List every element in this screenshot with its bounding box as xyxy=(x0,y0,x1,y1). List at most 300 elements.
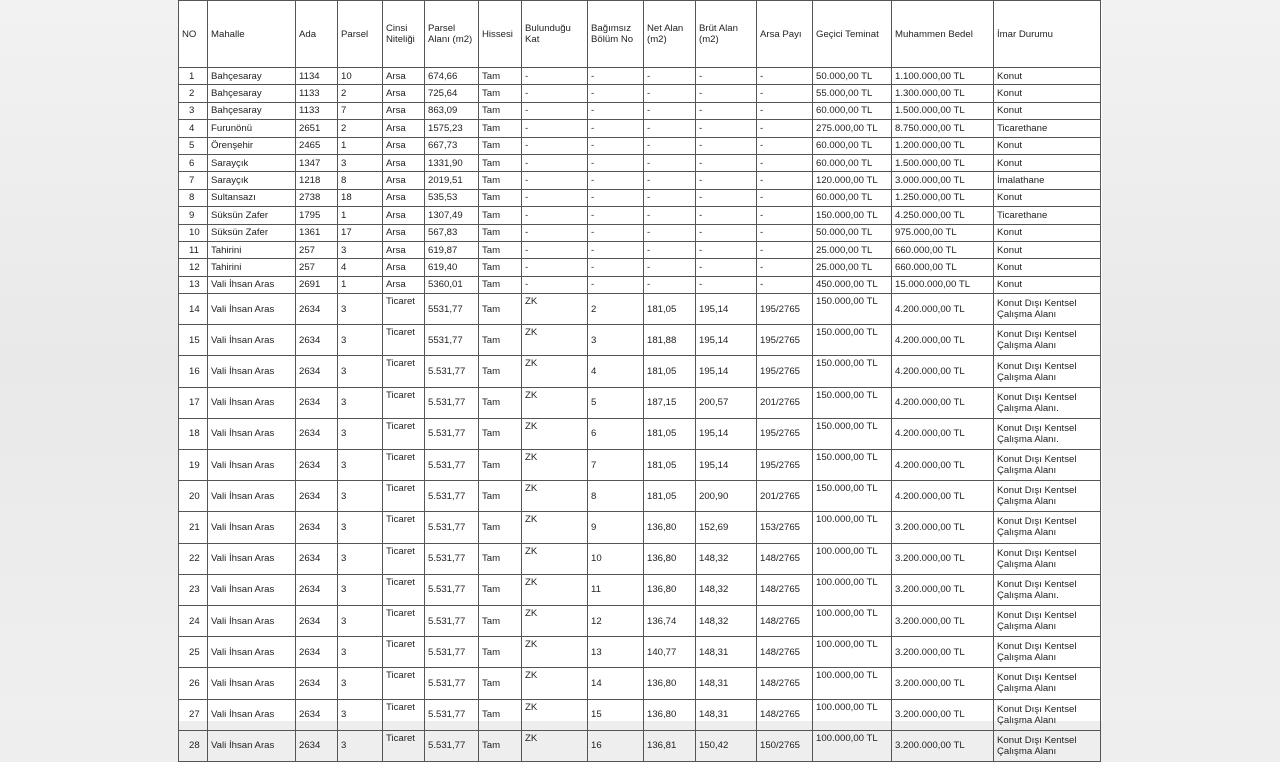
cell-kat: - xyxy=(522,241,588,258)
cell-no: 2 xyxy=(179,85,208,102)
blurred-background-left xyxy=(0,0,178,721)
cell-no: 18 xyxy=(179,418,208,449)
cell-kat: ZK xyxy=(522,699,588,730)
cell-no: 4 xyxy=(179,120,208,137)
cell-bolum-no: - xyxy=(588,137,644,154)
cell-kat: ZK xyxy=(522,543,588,574)
cell-mahalle: Vali İhsan Aras xyxy=(208,699,296,730)
cell-mahalle: Vali İhsan Aras xyxy=(208,730,296,761)
cell-kat: ZK xyxy=(522,418,588,449)
cell-arsa-payi: 195/2765 xyxy=(757,356,813,387)
cell-no: 28 xyxy=(179,730,208,761)
cell-net-alan: 136,80 xyxy=(644,699,696,730)
cell-bedel: 4.250.000,00 TL xyxy=(892,207,994,224)
cell-bedel: 4.200.000,00 TL xyxy=(892,387,994,418)
cell-kat: ZK xyxy=(522,668,588,699)
cell-bolum-no: - xyxy=(588,224,644,241)
cell-ada: 2634 xyxy=(296,512,338,543)
cell-ada: 2634 xyxy=(296,387,338,418)
table-row xyxy=(179,294,1101,325)
cell-mahalle: Vali İhsan Aras xyxy=(208,637,296,668)
cell-net-alan: 136,80 xyxy=(644,543,696,574)
cell-teminat: 100.000,00 TL xyxy=(813,543,892,574)
cell-parsel-alani: 619,40 xyxy=(425,259,479,276)
cell-brut-alan: 148,32 xyxy=(696,605,757,636)
cell-imar: Konut xyxy=(994,276,1101,293)
table-row xyxy=(179,241,1101,258)
cell-ada: 1133 xyxy=(296,102,338,119)
cell-brut-alan: 200,90 xyxy=(696,481,757,512)
cell-parsel: 3 xyxy=(338,637,383,668)
cell-net-alan: 181,05 xyxy=(644,356,696,387)
header-bagimsiz-bolum-no: Bağımsız Bölüm No xyxy=(588,1,644,68)
cell-parsel-alani: 619,87 xyxy=(425,241,479,258)
cell-teminat: 50.000,00 TL xyxy=(813,68,892,85)
cell-ada: 2634 xyxy=(296,574,338,605)
cell-cinsi: Ticaret xyxy=(383,356,425,387)
cell-brut-alan: - xyxy=(696,207,757,224)
cell-arsa-payi: - xyxy=(757,102,813,119)
cell-hissesi: Tam xyxy=(479,387,522,418)
cell-parsel-alani: 535,53 xyxy=(425,189,479,206)
cell-no: 7 xyxy=(179,172,208,189)
cell-brut-alan: - xyxy=(696,137,757,154)
cell-brut-alan: - xyxy=(696,189,757,206)
cell-no: 14 xyxy=(179,294,208,325)
cell-hissesi: Tam xyxy=(479,102,522,119)
cell-imar: Konut xyxy=(994,189,1101,206)
cell-no: 12 xyxy=(179,259,208,276)
cell-ada: 2465 xyxy=(296,137,338,154)
cell-bolum-no: - xyxy=(588,172,644,189)
cell-imar: Konut Dışı Kentsel Çalışma Alanı xyxy=(994,450,1101,481)
cell-ada: 257 xyxy=(296,259,338,276)
cell-no: 8 xyxy=(179,189,208,206)
cell-bolum-no: - xyxy=(588,102,644,119)
cell-parsel: 3 xyxy=(338,543,383,574)
cell-imar: Konut Dışı Kentsel Çalışma Alanı xyxy=(994,730,1101,761)
cell-teminat: 100.000,00 TL xyxy=(813,730,892,761)
cell-teminat: 150.000,00 TL xyxy=(813,294,892,325)
cell-ada: 2634 xyxy=(296,668,338,699)
cell-imar: Konut xyxy=(994,68,1101,85)
cell-arsa-payi: 195/2765 xyxy=(757,450,813,481)
table-row xyxy=(179,512,1101,543)
cell-no: 27 xyxy=(179,699,208,730)
cell-arsa-payi: - xyxy=(757,189,813,206)
cell-imar: Konut Dışı Kentsel Çalışma Alanı xyxy=(994,294,1101,325)
cell-brut-alan: - xyxy=(696,85,757,102)
cell-no: 22 xyxy=(179,543,208,574)
cell-no: 15 xyxy=(179,325,208,356)
cell-teminat: 150.000,00 TL xyxy=(813,450,892,481)
table-row xyxy=(179,68,1101,85)
cell-teminat: 100.000,00 TL xyxy=(813,512,892,543)
table-row xyxy=(179,668,1101,699)
cell-kat: ZK xyxy=(522,450,588,481)
cell-no: 16 xyxy=(179,356,208,387)
cell-no: 25 xyxy=(179,637,208,668)
table-row xyxy=(179,730,1101,761)
cell-hissesi: Tam xyxy=(479,450,522,481)
cell-brut-alan: - xyxy=(696,68,757,85)
cell-parsel: 3 xyxy=(338,481,383,512)
table-row xyxy=(179,637,1101,668)
cell-arsa-payi: 195/2765 xyxy=(757,325,813,356)
cell-ada: 257 xyxy=(296,241,338,258)
cell-mahalle: Vali İhsan Aras xyxy=(208,574,296,605)
table-row xyxy=(179,699,1101,730)
cell-parsel: 3 xyxy=(338,668,383,699)
cell-no: 19 xyxy=(179,450,208,481)
cell-arsa-payi: 148/2765 xyxy=(757,543,813,574)
cell-bedel: 4.200.000,00 TL xyxy=(892,325,994,356)
cell-arsa-payi: 148/2765 xyxy=(757,637,813,668)
cell-net-alan: 181,88 xyxy=(644,325,696,356)
cell-parsel-alani: 674,66 xyxy=(425,68,479,85)
cell-net-alan: - xyxy=(644,102,696,119)
cell-cinsi: Arsa xyxy=(383,189,425,206)
cell-imar: Konut Dışı Kentsel Çalışma Alanı xyxy=(994,637,1101,668)
cell-parsel: 2 xyxy=(338,120,383,137)
cell-bolum-no: 15 xyxy=(588,699,644,730)
cell-mahalle: Sarayçık xyxy=(208,172,296,189)
cell-kat: ZK xyxy=(522,512,588,543)
cell-imar: Konut xyxy=(994,224,1101,241)
cell-bedel: 8.750.000,00 TL xyxy=(892,120,994,137)
cell-parsel: 3 xyxy=(338,325,383,356)
cell-bolum-no: - xyxy=(588,120,644,137)
cell-bolum-no: - xyxy=(588,85,644,102)
cell-cinsi: Ticaret xyxy=(383,294,425,325)
cell-bolum-no: 16 xyxy=(588,730,644,761)
cell-net-alan: 136,80 xyxy=(644,512,696,543)
cell-mahalle: Sarayçık xyxy=(208,154,296,171)
header-imar-durumu: İmar Durumu xyxy=(994,1,1101,68)
cell-arsa-payi: - xyxy=(757,259,813,276)
cell-bedel: 1.500.000,00 TL xyxy=(892,154,994,171)
cell-parsel: 3 xyxy=(338,574,383,605)
cell-no: 21 xyxy=(179,512,208,543)
cell-bolum-no: 6 xyxy=(588,418,644,449)
cell-bolum-no: - xyxy=(588,241,644,258)
cell-kat: - xyxy=(522,172,588,189)
cell-mahalle: Tahirini xyxy=(208,241,296,258)
cell-arsa-payi: - xyxy=(757,241,813,258)
cell-net-alan: 136,80 xyxy=(644,668,696,699)
cell-hissesi: Tam xyxy=(479,730,522,761)
cell-imar: Konut xyxy=(994,85,1101,102)
cell-kat: - xyxy=(522,207,588,224)
cell-teminat: 150.000,00 TL xyxy=(813,481,892,512)
table-row xyxy=(179,356,1101,387)
cell-bolum-no: 2 xyxy=(588,294,644,325)
cell-teminat: 120.000,00 TL xyxy=(813,172,892,189)
header-muhammen-bedel: Muhammen Bedel xyxy=(892,1,994,68)
cell-net-alan: - xyxy=(644,85,696,102)
cell-arsa-payi: 150/2765 xyxy=(757,730,813,761)
cell-no: 1 xyxy=(179,68,208,85)
cell-imar: Konut Dışı Kentsel Çalışma Alanı xyxy=(994,356,1101,387)
cell-net-alan: 136,80 xyxy=(644,574,696,605)
cell-imar: Konut Dışı Kentsel Çalışma Alanı xyxy=(994,325,1101,356)
cell-parsel: 3 xyxy=(338,605,383,636)
cell-kat: - xyxy=(522,68,588,85)
cell-parsel-alani: 5.531,77 xyxy=(425,481,479,512)
cell-ada: 2634 xyxy=(296,605,338,636)
cell-arsa-payi: - xyxy=(757,276,813,293)
cell-no: 26 xyxy=(179,668,208,699)
cell-bedel: 3.200.000,00 TL xyxy=(892,668,994,699)
cell-parsel: 1 xyxy=(338,207,383,224)
cell-imar: Konut Dışı Kentsel Çalışma Alanı. xyxy=(994,574,1101,605)
cell-net-alan: - xyxy=(644,68,696,85)
cell-hissesi: Tam xyxy=(479,241,522,258)
cell-kat: ZK xyxy=(522,294,588,325)
cell-brut-alan: 195,14 xyxy=(696,294,757,325)
cell-parsel-alani: 5.531,77 xyxy=(425,512,479,543)
cell-kat: ZK xyxy=(522,605,588,636)
cell-net-alan: - xyxy=(644,207,696,224)
cell-arsa-payi: 148/2765 xyxy=(757,605,813,636)
cell-mahalle: Tahirini xyxy=(208,259,296,276)
cell-bedel: 4.200.000,00 TL xyxy=(892,450,994,481)
cell-mahalle: Bahçesaray xyxy=(208,102,296,119)
cell-imar: Konut Dışı Kentsel Çalışma Alanı xyxy=(994,668,1101,699)
cell-cinsi: Arsa xyxy=(383,120,425,137)
cell-mahalle: Vali İhsan Aras xyxy=(208,387,296,418)
cell-bedel: 1.250.000,00 TL xyxy=(892,189,994,206)
cell-brut-alan: 195,14 xyxy=(696,325,757,356)
cell-teminat: 55.000,00 TL xyxy=(813,85,892,102)
header-bulundugu-kat: Bulunduğu Kat xyxy=(522,1,588,68)
cell-cinsi: Arsa xyxy=(383,102,425,119)
cell-bedel: 15.000.000,00 TL xyxy=(892,276,994,293)
table-row xyxy=(179,481,1101,512)
cell-kat: ZK xyxy=(522,637,588,668)
cell-brut-alan: 148,31 xyxy=(696,637,757,668)
cell-net-alan: - xyxy=(644,137,696,154)
cell-bolum-no: 9 xyxy=(588,512,644,543)
cell-no: 3 xyxy=(179,102,208,119)
cell-cinsi: Arsa xyxy=(383,68,425,85)
cell-net-alan: - xyxy=(644,154,696,171)
cell-no: 10 xyxy=(179,224,208,241)
cell-bolum-no: - xyxy=(588,276,644,293)
cell-hissesi: Tam xyxy=(479,207,522,224)
cell-parsel-alani: 2019,51 xyxy=(425,172,479,189)
cell-kat: ZK xyxy=(522,481,588,512)
cell-mahalle: Vali İhsan Aras xyxy=(208,294,296,325)
cell-bedel: 660.000,00 TL xyxy=(892,241,994,258)
cell-no: 20 xyxy=(179,481,208,512)
cell-bedel: 3.200.000,00 TL xyxy=(892,574,994,605)
cell-mahalle: Bahçesaray xyxy=(208,85,296,102)
cell-mahalle: Vali İhsan Aras xyxy=(208,605,296,636)
cell-teminat: 150.000,00 TL xyxy=(813,325,892,356)
cell-bolum-no: 4 xyxy=(588,356,644,387)
header-cinsi-niteligi: Cinsi Niteliği xyxy=(383,1,425,68)
cell-parsel-alani: 5.531,77 xyxy=(425,574,479,605)
cell-ada: 2634 xyxy=(296,356,338,387)
cell-hissesi: Tam xyxy=(479,699,522,730)
cell-teminat: 60.000,00 TL xyxy=(813,137,892,154)
cell-cinsi: Ticaret xyxy=(383,605,425,636)
cell-parsel-alani: 5.531,77 xyxy=(425,637,479,668)
cell-teminat: 25.000,00 TL xyxy=(813,259,892,276)
cell-imar: Konut xyxy=(994,259,1101,276)
cell-bedel: 4.200.000,00 TL xyxy=(892,294,994,325)
header-hissesi: Hissesi xyxy=(479,1,522,68)
header-ada: Ada xyxy=(296,1,338,68)
cell-mahalle: Vali İhsan Aras xyxy=(208,418,296,449)
cell-ada: 2634 xyxy=(296,730,338,761)
cell-cinsi: Ticaret xyxy=(383,418,425,449)
cell-teminat: 25.000,00 TL xyxy=(813,241,892,258)
cell-parsel: 3 xyxy=(338,699,383,730)
table-row xyxy=(179,102,1101,119)
cell-ada: 1218 xyxy=(296,172,338,189)
cell-parsel: 3 xyxy=(338,154,383,171)
cell-bedel: 3.200.000,00 TL xyxy=(892,605,994,636)
cell-parsel-alani: 667,73 xyxy=(425,137,479,154)
cell-kat: ZK xyxy=(522,356,588,387)
cell-bolum-no: 10 xyxy=(588,543,644,574)
cell-cinsi: Ticaret xyxy=(383,387,425,418)
cell-bedel: 4.200.000,00 TL xyxy=(892,481,994,512)
cell-ada: 2634 xyxy=(296,325,338,356)
cell-mahalle: Bahçesaray xyxy=(208,68,296,85)
table-row xyxy=(179,387,1101,418)
cell-arsa-payi: 153/2765 xyxy=(757,512,813,543)
cell-imar: Konut xyxy=(994,241,1101,258)
table-row xyxy=(179,418,1101,449)
cell-no: 6 xyxy=(179,154,208,171)
cell-bolum-no: 11 xyxy=(588,574,644,605)
cell-brut-alan: - xyxy=(696,224,757,241)
cell-kat: - xyxy=(522,276,588,293)
cell-bolum-no: 13 xyxy=(588,637,644,668)
cell-hissesi: Tam xyxy=(479,137,522,154)
cell-cinsi: Ticaret xyxy=(383,699,425,730)
cell-brut-alan: 195,14 xyxy=(696,418,757,449)
table-row xyxy=(179,325,1101,356)
cell-ada: 2634 xyxy=(296,637,338,668)
cell-hissesi: Tam xyxy=(479,637,522,668)
cell-parsel-alani: 725,64 xyxy=(425,85,479,102)
cell-imar: Konut Dışı Kentsel Çalışma Alanı. xyxy=(994,387,1101,418)
cell-no: 24 xyxy=(179,605,208,636)
cell-imar: Konut xyxy=(994,102,1101,119)
cell-parsel: 17 xyxy=(338,224,383,241)
cell-parsel: 7 xyxy=(338,102,383,119)
cell-ada: 1795 xyxy=(296,207,338,224)
table-row xyxy=(179,224,1101,241)
table-row xyxy=(179,189,1101,206)
cell-imar: Konut xyxy=(994,137,1101,154)
cell-parsel-alani: 1575,23 xyxy=(425,120,479,137)
cell-bedel: 975.000,00 TL xyxy=(892,224,994,241)
cell-arsa-payi: - xyxy=(757,207,813,224)
cell-cinsi: Arsa xyxy=(383,259,425,276)
header-mahalle: Mahalle xyxy=(208,1,296,68)
cell-hissesi: Tam xyxy=(479,512,522,543)
cell-brut-alan: - xyxy=(696,154,757,171)
table-row xyxy=(179,450,1101,481)
cell-ada: 1361 xyxy=(296,224,338,241)
cell-hissesi: Tam xyxy=(479,356,522,387)
cell-mahalle: Vali İhsan Aras xyxy=(208,512,296,543)
cell-no: 13 xyxy=(179,276,208,293)
cell-hissesi: Tam xyxy=(479,224,522,241)
cell-cinsi: Ticaret xyxy=(383,450,425,481)
cell-imar: Ticarethane xyxy=(994,120,1101,137)
cell-mahalle: Vali İhsan Aras xyxy=(208,450,296,481)
cell-ada: 2634 xyxy=(296,450,338,481)
cell-hissesi: Tam xyxy=(479,189,522,206)
cell-arsa-payi: - xyxy=(757,172,813,189)
table-row xyxy=(179,259,1101,276)
cell-mahalle: Sultansazı xyxy=(208,189,296,206)
cell-net-alan: 136,74 xyxy=(644,605,696,636)
cell-imar: İmalathane xyxy=(994,172,1101,189)
cell-teminat: 150.000,00 TL xyxy=(813,207,892,224)
cell-brut-alan: - xyxy=(696,120,757,137)
cell-bedel: 1.500.000,00 TL xyxy=(892,102,994,119)
cell-bolum-no: - xyxy=(588,207,644,224)
cell-net-alan: 181,05 xyxy=(644,450,696,481)
cell-teminat: 275.000,00 TL xyxy=(813,120,892,137)
cell-parsel-alani: 5.531,77 xyxy=(425,605,479,636)
document-sheet xyxy=(178,0,1102,757)
cell-brut-alan: 195,14 xyxy=(696,356,757,387)
header-parsel: Parsel xyxy=(338,1,383,68)
table-body xyxy=(179,68,1101,762)
table-row xyxy=(179,276,1101,293)
cell-imar: Konut Dışı Kentsel Çalışma Alanı xyxy=(994,605,1101,636)
cell-cinsi: Ticaret xyxy=(383,668,425,699)
cell-mahalle: Vali İhsan Aras xyxy=(208,481,296,512)
cell-parsel-alani: 5.531,77 xyxy=(425,699,479,730)
cell-bedel: 3.200.000,00 TL xyxy=(892,543,994,574)
cell-bolum-no: - xyxy=(588,154,644,171)
cell-ada: 2634 xyxy=(296,543,338,574)
cell-bedel: 1.100.000,00 TL xyxy=(892,68,994,85)
cell-teminat: 60.000,00 TL xyxy=(813,102,892,119)
cell-cinsi: Ticaret xyxy=(383,543,425,574)
cell-ada: 1134 xyxy=(296,68,338,85)
cell-arsa-payi: 195/2765 xyxy=(757,418,813,449)
cell-parsel: 3 xyxy=(338,418,383,449)
cell-parsel: 18 xyxy=(338,189,383,206)
cell-arsa-payi: 201/2765 xyxy=(757,387,813,418)
cell-parsel-alani: 5.531,77 xyxy=(425,450,479,481)
cell-teminat: 150.000,00 TL xyxy=(813,387,892,418)
table-row xyxy=(179,543,1101,574)
cell-hissesi: Tam xyxy=(479,259,522,276)
cell-parsel-alani: 5.531,77 xyxy=(425,387,479,418)
cell-ada: 2634 xyxy=(296,481,338,512)
cell-kat: ZK xyxy=(522,325,588,356)
cell-brut-alan: 148,32 xyxy=(696,543,757,574)
cell-ada: 2691 xyxy=(296,276,338,293)
cell-teminat: 100.000,00 TL xyxy=(813,637,892,668)
cell-bolum-no: - xyxy=(588,259,644,276)
cell-hissesi: Tam xyxy=(479,418,522,449)
cell-teminat: 50.000,00 TL xyxy=(813,224,892,241)
cell-teminat: 100.000,00 TL xyxy=(813,668,892,699)
cell-hissesi: Tam xyxy=(479,68,522,85)
